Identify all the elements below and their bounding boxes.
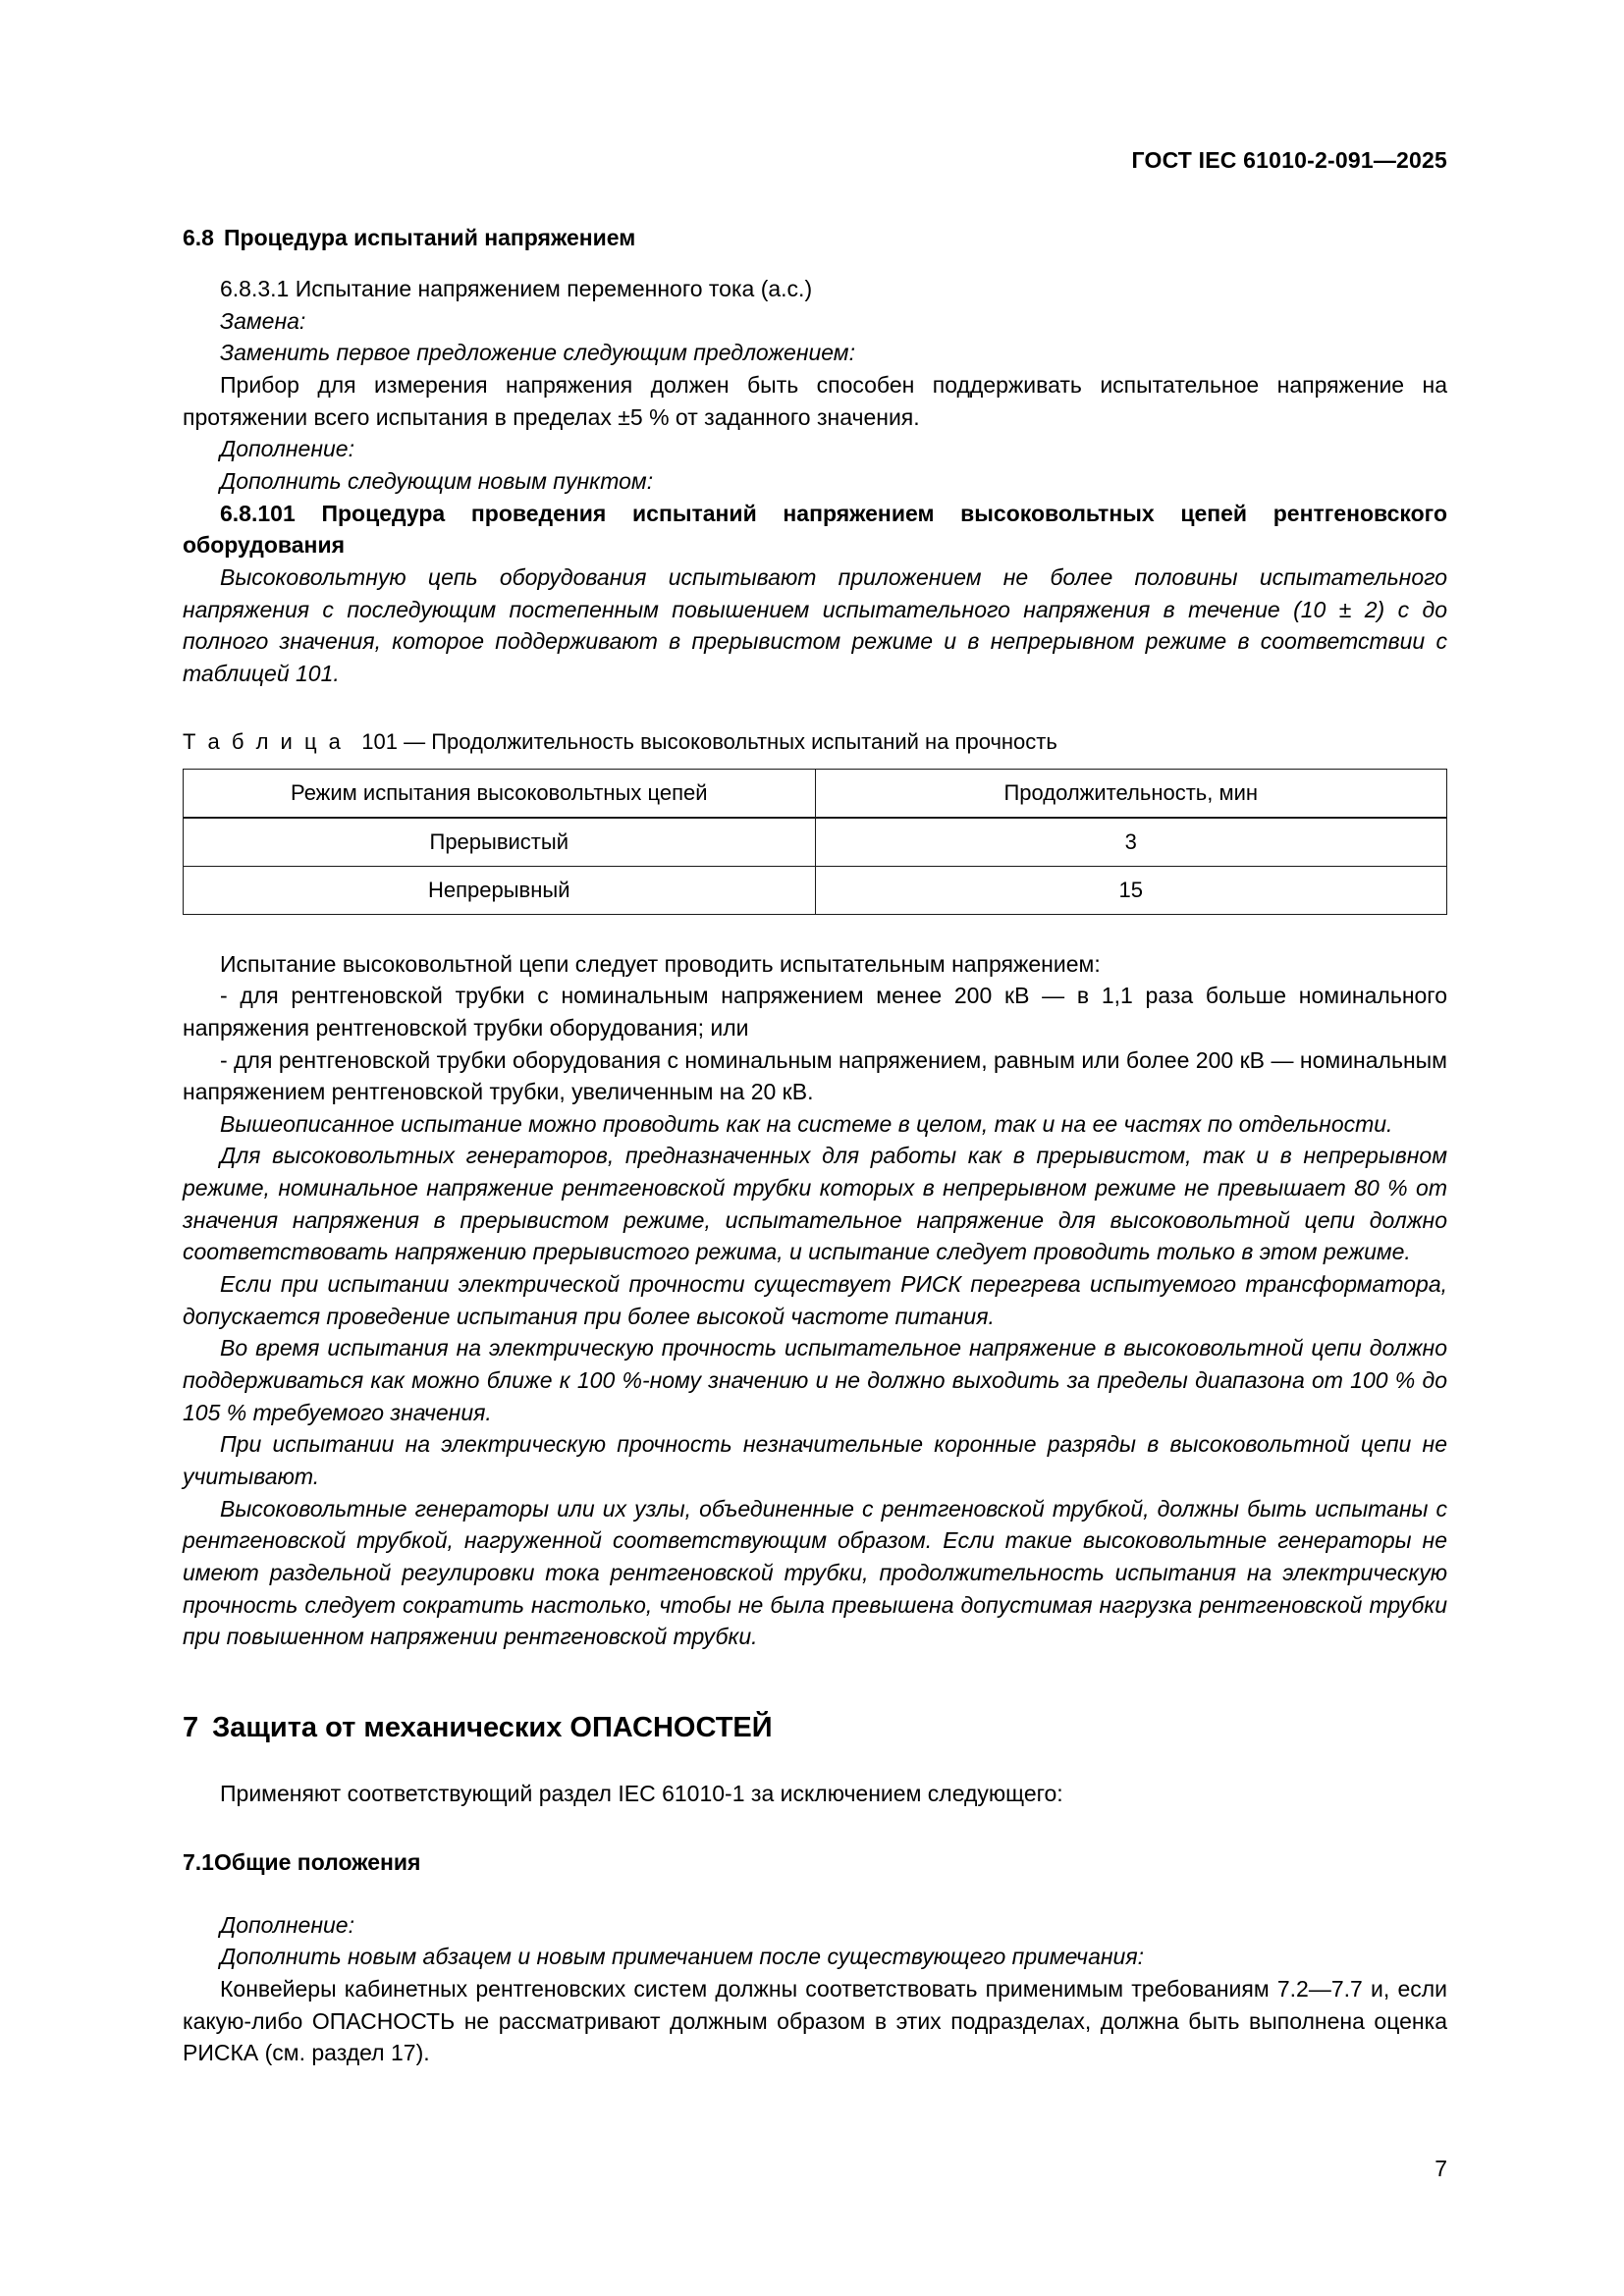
paragraph-generatory-uzly: Высоковольтные генераторы или их узлы, объединенные с рентгеновской трубкой, должны быть испытаны с рентгеновской трубкой, нагруженной соответствующим образом. Если такие высоковольтные генераторы не имеют раздельной регулировки тока рентгеновской трубки, продолжительность испытания на электрическую прочность следует сократить настолько, чтобы не была превышена допустимая нагрузка рентгеновской трубки при повышенном напряжении рентгеновской трубки. [183,1495,1447,1650]
table-cell-mode: Прерывистый [184,818,816,867]
table-caption-label: Т а б л и ц а [183,728,344,754]
paragraph-vysheopisannoe: Вышеописанное испытание можно проводить как на системе в целом, так и на ее частях по отдельности. [220,1110,1393,1137]
table-col-header-duration: Продолжительность, мин [815,769,1447,818]
heading-7-1-number: 7.1 [183,1848,214,1875]
paragraph-dash-2: - для рентгеновской трубки оборудования с номинальным напряжением, равным или более 200 кВ — номинальным напряжением рентгеновской трубки, увеличенным на 20 кВ. [183,1046,1447,1105]
paragraph-dopolnenie-7-1: Дополнение: [220,1911,354,1938]
table-header-row [184,769,1447,818]
paragraph-dopolnit: Дополнить следующим новым пунктом: [220,467,654,494]
heading-section-7-title: Защита от механических ОПАСНОСТЕЙ [212,1711,773,1743]
paragraph-risk-peregreva: Если при испытании электрической прочности существует РИСК перегрева испытуемого трансформатора, допускается проведение испытания при более высокой частоте питания. [183,1271,1447,1329]
heading-6-8-101-title: Процедура проведения испытаний напряжением высоковольтных цепей рентгеновского оборудования [183,500,1447,559]
paragraph-dash-1: - для рентгеновской трубки с номинальным напряжением менее 200 кВ — в 1,1 раза больше номинального напряжения рентгеновской трубки оборудования; или [183,983,1447,1041]
heading-6-8 [183,225,1447,251]
page-content [183,0,1447,2069]
heading-7-1-title: Общие положения [213,1848,421,1875]
heading-section-7 [183,1712,1447,1744]
paragraph-konveyery: Конвейеры кабинетных рентгеновских систем должны соответствовать применимым требованиям 7.2—7.7 и, если какую-либо ОПАСНОСТЬ не рассматривают должным образом в этих подразделах, должна быть выполнена оценка РИСКА (см. раздел 17). [183,1975,1447,2066]
paragraph-ispytanie-cepi: Испытание высоковольтной цепи следует проводить испытательным напряжением: [220,950,1101,977]
table-caption-number: 101 [361,728,398,754]
paragraph-dopolnit-abzac: Дополнить новым абзацем и новым примечанием после существующего примечания: [220,1944,1144,1970]
paragraph-primenyayut: Применяют соответствующий раздел IEC 61010-1 за исключением следующего: [220,1780,1063,1806]
paragraph-pribor: Прибор для измерения напряжения должен быть способен поддерживать испытательное напряжение на протяжении всего испытания в пределах ±5 % от заданного значения. [183,371,1447,430]
table-cell-mode: Непрерывный [184,866,816,914]
paragraph-generatory-rezhim: Для высоковольтных генераторов, предназначенных для работы как в прерывистом, так и в непрерывном режиме, номинальное напряжение рентгеновской трубки которых в непрерывном режиме не превышает 80 % от значения напряжения в прерывистом режиме, испытательное напряжение для высоковольтной цепи должно соответствовать напряжению прерывистого режима, и испытание следует проводить только в этом режиме. [183,1143,1447,1265]
table-cell-duration: 15 [815,866,1447,914]
table-col-header-mode: Режим испытания высоковольтных цепей [184,769,816,818]
paragraph-vo-vremya-ispytaniya: Во время испытания на электрическую прочность испытательное напряжение в высоковольтной цепи должно поддерживаться как можно ближе к 100 %-ному значению и не должно выходить за пределы диапазона от 100 % до 105 % требуемого значения. [183,1335,1447,1425]
paragraph-vysokovoltnuyu: Высоковольтную цепь оборудования испытывают приложением не более половины испытательного напряжения с последующим постепенным повышением испытательного напряжения в течение (10 ± 2) с до полного значения, которое поддерживают в прерывистом режиме и в непрерывном режиме в соответствии с таблицей 101. [183,563,1447,686]
table-row [184,818,1447,867]
page-header: ГОСТ IEC 61010-2-091—2025 [1131,147,1447,173]
table-row [184,866,1447,914]
paragraph-koronnye-razryady: При испытании на электрическую прочность незначительные коронные разряды в высоковольтной цепи не учитывают. [183,1431,1447,1490]
table-caption-text: — Продолжительность высоковольтных испытаний на прочность [404,728,1057,754]
paragraph-6-8-3-1: 6.8.3.1 Испытание напряжением переменного тока (a.c.) [220,276,813,301]
heading-7-1 [183,1849,1447,1876]
table-cell-duration: 3 [815,818,1447,867]
table-101-caption [183,729,1447,755]
heading-6-8-101 [183,498,1447,561]
page-number: 7 [1435,2156,1447,2181]
table-101 [183,769,1447,915]
paragraph-dopolnenie: Дополнение: [220,436,354,462]
paragraph-zamena: Замена: [220,307,306,334]
heading-6-8-101-number: 6.8.101 [220,500,296,526]
paragraph-zamenit: Заменить первое предложение следующим предложением: [220,340,855,366]
heading-6-8-number: 6.8 [183,225,214,250]
heading-6-8-title: Процедура испытаний напряжением [223,225,636,250]
heading-section-7-number: 7 [183,1711,199,1743]
